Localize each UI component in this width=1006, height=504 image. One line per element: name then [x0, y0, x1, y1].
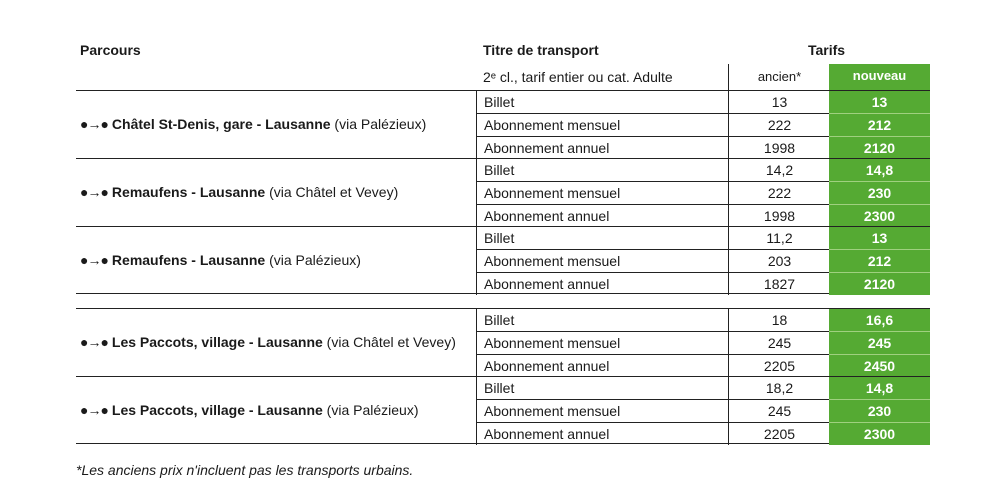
ticket-type-cell: Abonnement annuel	[476, 354, 728, 377]
route-name: Les Paccots, village - Lausanne	[111, 402, 323, 418]
old-price-cell: 1998	[728, 204, 830, 227]
ticket-type-cell: Billet	[476, 91, 728, 114]
table-row	[476, 204, 930, 227]
ticket-type-cell: Abonnement mensuel	[476, 113, 728, 136]
route-group	[76, 158, 930, 226]
new-price-cell: 230	[829, 399, 930, 422]
route-label	[80, 252, 476, 268]
table-row	[476, 181, 930, 204]
table-row	[476, 249, 930, 272]
ticket-type-cell: Abonnement mensuel	[476, 331, 728, 354]
table-row	[476, 399, 930, 422]
new-price-cell: 230	[829, 181, 930, 204]
ticket-type-cell: Abonnement mensuel	[476, 399, 728, 422]
ticket-type-cell: Billet	[476, 377, 728, 400]
old-price-cell: 18,2	[728, 377, 830, 400]
route-arrow-icon: ●→●	[80, 252, 108, 268]
route-arrow-icon: ●→●	[80, 402, 108, 418]
route-name: Remaufens - Lausanne	[111, 184, 266, 200]
subheader-description: 2ᵉ cl., tarif entier ou cat. Adulte	[483, 69, 673, 85]
old-price-cell: 1827	[728, 272, 830, 295]
old-price-cell: 245	[728, 399, 830, 422]
new-price-cell: 2120	[829, 136, 930, 159]
ticket-type-cell: Abonnement annuel	[476, 272, 728, 295]
new-price-cell: 2120	[829, 272, 930, 295]
old-price-cell: 1998	[728, 136, 830, 159]
route-arrow-icon: ●→●	[80, 116, 108, 132]
new-price-cell: 14,8	[829, 377, 930, 400]
table-row	[476, 113, 930, 136]
new-price-cell: 245	[829, 331, 930, 354]
column-header-parcours: Parcours	[80, 42, 141, 58]
old-price-cell: 222	[728, 113, 830, 136]
route-label	[80, 184, 476, 200]
route-label	[80, 116, 476, 132]
ticket-type-cell: Billet	[476, 227, 728, 250]
table-row	[476, 377, 930, 400]
new-price-cell: 2300	[829, 204, 930, 227]
table-row	[476, 354, 930, 377]
new-price-cell: 2300	[829, 422, 930, 445]
route-via: (via Châtel et Vevey)	[265, 184, 399, 200]
new-price-cell: 212	[829, 113, 930, 136]
subheader-new-price: nouveau	[829, 64, 930, 90]
table-row	[476, 331, 930, 354]
old-price-cell: 245	[728, 331, 830, 354]
new-price-cell: 16,6	[829, 309, 930, 332]
old-price-cell: 13	[728, 91, 830, 114]
route-via: (via Palézieux)	[265, 252, 361, 268]
ticket-type-cell: Abonnement mensuel	[476, 181, 728, 204]
route-name: Remaufens - Lausanne	[111, 252, 266, 268]
new-price-cell: 2450	[829, 354, 930, 377]
column-header-tarifs: Tarifs	[808, 42, 846, 58]
old-price-cell: 222	[728, 181, 830, 204]
subheader-row	[476, 64, 930, 90]
old-price-cell: 11,2	[728, 227, 830, 250]
table-row	[476, 309, 930, 332]
table-row	[476, 136, 930, 159]
old-price-cell: 2205	[728, 354, 830, 377]
ticket-type-cell: Abonnement annuel	[476, 136, 728, 159]
table-row	[476, 272, 930, 295]
old-price-cell: 2205	[728, 422, 830, 445]
table-row	[476, 422, 930, 445]
ticket-type-cell: Abonnement annuel	[476, 204, 728, 227]
new-price-cell: 13	[829, 91, 930, 114]
route-group	[76, 308, 930, 376]
route-via: (via Palézieux)	[322, 402, 419, 418]
route-name: Les Paccots, village - Lausanne	[111, 334, 323, 350]
ticket-type-cell: Billet	[476, 159, 728, 182]
new-price-cell: 212	[829, 249, 930, 272]
ticket-type-cell: Billet	[476, 309, 728, 332]
ticket-type-cell: Abonnement annuel	[476, 422, 728, 445]
route-group	[76, 90, 930, 158]
old-price-cell: 203	[728, 249, 830, 272]
footnote: *Les anciens prix n'incluent pas les transports urbains.	[76, 462, 414, 478]
table-row	[476, 91, 930, 114]
old-price-cell: 18	[728, 309, 830, 332]
new-price-cell: 13	[829, 227, 930, 250]
table-row	[476, 159, 930, 182]
route-group	[76, 376, 930, 444]
route-arrow-icon: ●→●	[80, 334, 108, 350]
route-via: (via Châtel et Vevey)	[322, 334, 456, 350]
route-group	[76, 226, 930, 294]
new-price-cell: 14,8	[829, 159, 930, 182]
route-via: (via Palézieux)	[330, 116, 427, 132]
column-header-titre: Titre de transport	[483, 42, 599, 58]
subheader-old-price: ancien*	[728, 64, 830, 90]
route-name: Châtel St-Denis, gare - Lausanne	[111, 116, 331, 132]
route-arrow-icon: ●→●	[80, 184, 108, 200]
old-price-cell: 14,2	[728, 159, 830, 182]
route-label	[80, 402, 476, 418]
table-row	[476, 227, 930, 250]
ticket-type-cell: Abonnement mensuel	[476, 249, 728, 272]
route-label	[80, 334, 476, 350]
